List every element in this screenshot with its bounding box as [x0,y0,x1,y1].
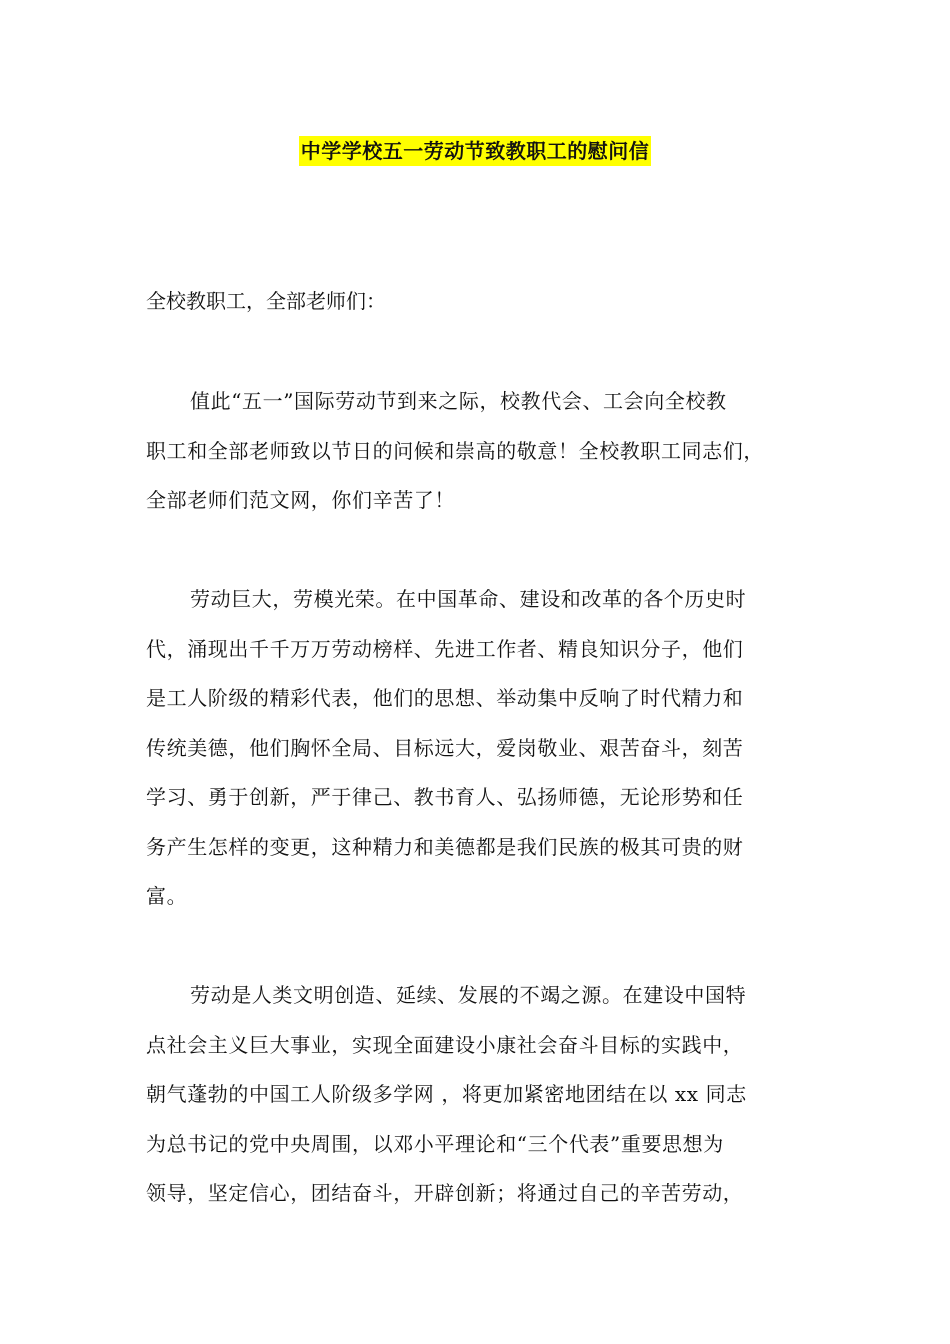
paragraph-line: 务产生怎样的变更，这种精力和美德都是我们民族的极其可贵的财 [146,834,744,859]
paragraph-line: 点社会主义巨大事业，实现全面建设小康社会奋斗目标的实践中， [146,1032,744,1057]
title-container [0,136,950,166]
paragraph-line: 学习、勇于创新，严于律己、教书育人、弘扬师德，无论形势和任 [146,785,744,809]
paragraph-line: 劳动是人类文明创造、延续、发展的不竭之源。在建设中国特 [190,983,747,1007]
paragraph-line: 富。 [146,884,188,908]
paragraph-line: 为总书记的党中央周围，以邓小平理论和“三个代表”重要思想为 [146,1131,724,1156]
paragraph-line: 值此“五一”国际劳动节到来之际，校教代会、工会向全校教 [190,389,727,413]
paragraph-line: 职工和全部老师致以节日的问候和崇高的敬意！全校教职工同志们， [146,438,764,463]
paragraph-line: 劳动巨大，劳模光荣。在中国革命、建设和改革的各个历史时 [190,587,747,611]
paragraph-line: 领导，坚定信心，团结奋斗，开辟创新；将通过自己的辛苦劳动， [146,1181,744,1205]
paragraph-line: 传统美德，他们胸怀全局、目标远大，爱岗敬业、艰苦奋斗，刻苦 [146,735,744,760]
greeting-line: 全校教职工，全部老师们： [146,289,386,313]
paragraph-line: 是工人阶级的精彩代表，他们的思想、举动集中反响了时代精力和 [146,686,744,710]
paragraph-1 [146,386,816,535]
document-title: 中学学校五一劳动节致教职工的慰问信 [299,136,652,166]
paragraph-3 [146,980,816,1228]
paragraph-line: 朝气蓬勃的中国工人阶级多学网 ，将更加紧密地团结在以 xx 同志 [146,1082,747,1106]
paragraph-2 [146,584,816,931]
paragraph-line: 代，涌现出千千万万劳动榜样、先进工作者、精良知识分子，他们 [146,636,744,661]
paragraph-line: 全部老师们范文网，你们辛苦了！ [146,488,455,512]
